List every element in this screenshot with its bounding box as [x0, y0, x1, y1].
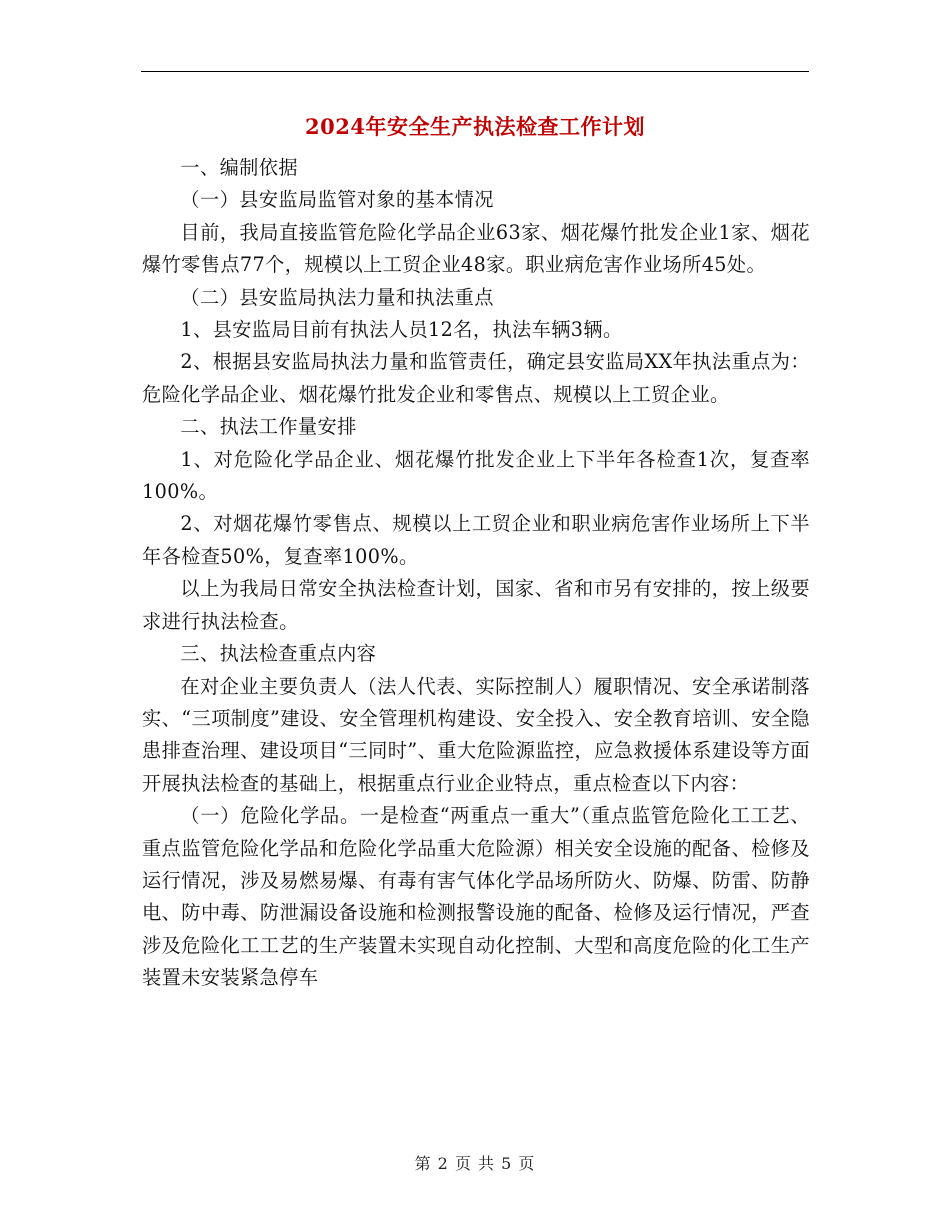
subsection-heading-supervised-objects: （一）县安监局监管对象的基本情况	[180, 188, 494, 212]
section-heading-workload: 二、执法工作量安排	[180, 415, 357, 439]
paragraph-enforcement-priorities: 2、根据县安监局执法力量和监管责任，确定县安监局XX年执法重点为：危险化学品企业、烟花爆竹批发企业和零售点、规模以上工贸企业。	[142, 350, 810, 406]
section-heading-key-content: 三、执法检查重点内容	[180, 642, 377, 666]
paragraph-key-content-intro: 在对企业主要负责人（法人代表、实际控制人）履职情况、安全承诺制落实、“三项制度”建设、安全管理机构建设、安全投入、安全教育培训、安全隐患排查治理、建设项目“三同时”、重大危险源监控，应急救援体系建设等方面开展执法检查的基础上，根据重点行业企业特点，重点检查以下内容：	[142, 674, 810, 795]
document-title: 2024年安全生产执法检查工作计划	[305, 114, 645, 139]
page-number: 第 2 页 共 5 页	[414, 1154, 536, 1173]
header-rule	[141, 71, 809, 72]
subsection-heading-enforcement-focus: （二）县安监局执法力量和执法重点	[180, 285, 494, 309]
paragraph-enforcement-staff: 1、县安监局目前有执法人员12名，执法车辆3辆。	[180, 318, 623, 342]
section-heading-basis: 一、编制依据	[180, 156, 298, 179]
paragraph-workload-1: 1、对危险化学品企业、烟花爆竹批发企业上下半年各检查1次，复查率100%。	[142, 447, 810, 504]
document-body	[142, 152, 810, 995]
paragraph-workload-note: 以上为我局日常安全执法检查计划，国家、省和市另有安排的，按上级要求进行执法检查。	[142, 577, 810, 633]
paragraph-workload-2: 2、对烟花爆竹零售点、规模以上工贸企业和职业病危害作业场所上下半年各检查50%，复查率100%。	[142, 512, 810, 568]
paragraph-hazardous-chemicals: （一）危险化学品。一是检查“两重点一重大”（重点监管危险化工工艺、重点监管危险化学品和危险化学品重大危险源）相关安全设施的配备、检修及运行情况，涉及易燃易爆、有毒有害气体化学品场所防火、防爆、防雷、防静电、防中毒、防泄漏设备设施和检测报警设施的配备、检修及运行情况，严查涉及危险化工工艺的生产装置未实现自动化控制、大型和高度危险的化工生产装置未安装紧急停车	[142, 804, 810, 990]
paragraph-current-status: 目前，我局直接监管危险化学品企业63家、烟花爆竹批发企业1家、烟花爆竹零售点77个，规模以上工贸企业48家。职业病危害作业场所45处。	[142, 220, 810, 277]
